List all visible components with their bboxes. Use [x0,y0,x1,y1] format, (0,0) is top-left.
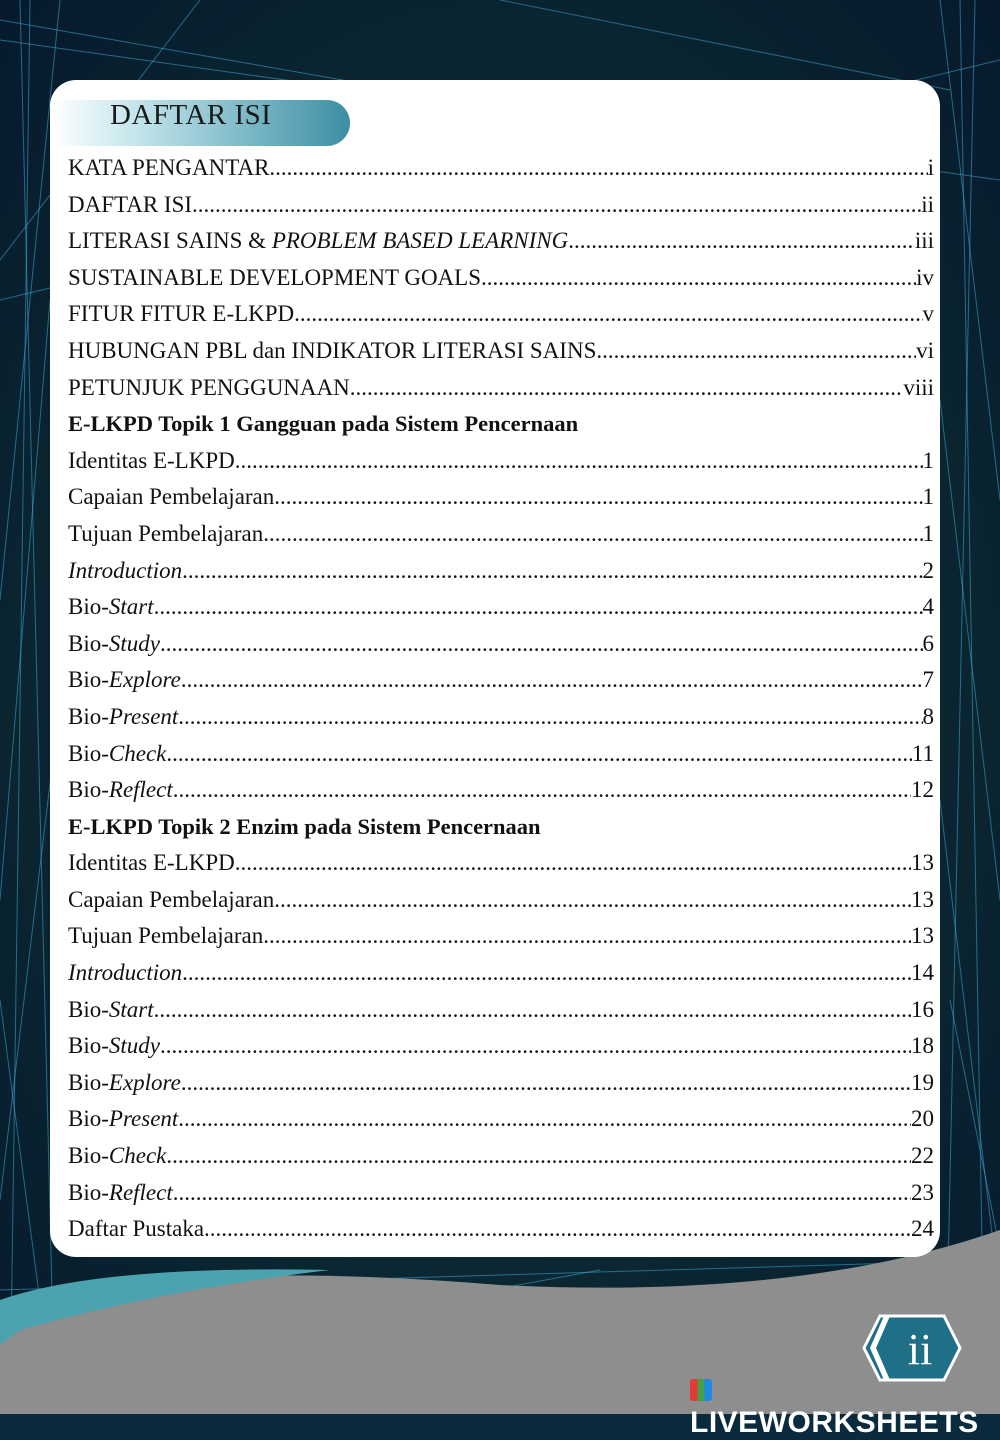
toc-heading-text: E-LKPD Topik 2 Enzim pada Sistem Pencernaan [68,813,541,839]
toc-entry-italic: Study [108,630,160,656]
toc-entry [68,375,934,412]
toc-entry-label [68,558,182,584]
toc-entry-italic: Explore [108,667,181,693]
toc-page-number: 22 [911,1143,934,1169]
toc-entry-label [68,192,192,218]
toc-entry-label [68,155,269,181]
toc-entry-text: FITUR FITUR E-LKPD [68,301,295,327]
toc-page-number: 12 [911,777,934,803]
toc-entry [68,558,934,595]
toc-leader-dots [568,228,915,254]
toc-page-number: 23 [911,1179,934,1205]
toc-page-number: 1 [922,447,934,473]
toc-entry-prefix: Bio- [68,1143,109,1169]
toc-entry [68,741,934,778]
toc-entry-label [68,1143,166,1169]
toc-leader-dots [269,155,927,181]
page-title: DAFTAR ISI [110,99,272,131]
toc-leader-dots [160,631,923,657]
toc-section-heading [68,411,934,448]
toc-entry [68,960,934,997]
toc-entry [68,777,934,814]
toc-entry-italic: Introduction [68,557,183,583]
toc-entry [68,704,934,741]
toc-leader-dots [192,192,921,218]
toc-page-number: 1 [922,520,934,546]
toc-entry-label [68,850,235,876]
toc-page-number: 11 [911,740,934,766]
toc-entry [68,631,934,668]
toc-entry-label [68,375,350,401]
toc-leader-dots [181,1070,911,1096]
toc-leader-dots [166,741,911,767]
toc-entry-text: Identitas E-LKPD [68,850,235,876]
toc-entry [68,1106,934,1143]
toc-page-number: 24 [911,1216,934,1242]
toc-entry-italic: Introduction [68,960,183,986]
toc-entry [68,228,934,265]
toc-entry [68,192,934,229]
toc-entry-label [68,594,154,620]
toc-entry [68,301,934,338]
toc-leader-dots [235,448,923,474]
toc-entry [68,667,934,704]
toc-entry-italic: Present [108,1106,179,1132]
toc-page-number: 4 [922,594,934,620]
page-number: ii [907,1325,933,1374]
toc-entry-label [68,448,235,474]
toc-leader-dots [274,887,911,913]
toc-entry-prefix: Bio- [68,996,109,1022]
toc-leader-dots [181,667,923,693]
toc-leader-dots [350,375,904,401]
toc-entry-text: Identitas E-LKPD [68,447,235,473]
toc-entry-prefix: LITERASI SAINS & [68,228,272,254]
toc-entry-text: PETUNJUK PENGGUNAAN [68,374,350,400]
toc-leader-dots [178,1106,911,1132]
toc-entry [68,338,934,375]
toc-entry-text: Capaian Pembelajaran [68,484,275,510]
toc-leader-dots [160,1033,911,1059]
liveworksheets-icon [690,1379,712,1401]
toc-page-number: 13 [911,850,934,876]
toc-entry-label [68,704,178,730]
toc-leader-dots [182,960,911,986]
toc-leader-dots [182,558,922,584]
toc-entry-label [68,1216,204,1242]
toc-section-heading [68,814,934,851]
toc-entry-label [68,1106,178,1132]
toc-entry [68,484,934,521]
toc-entry [68,521,934,558]
toc-page-number: i [927,155,934,180]
liveworksheets-text: LIVEWORKSHEETS [690,1406,979,1439]
toc-entry [68,1216,934,1253]
toc-page-number: 8 [922,703,934,729]
toc-entry [68,997,934,1034]
toc-page-number: 13 [911,923,934,949]
toc-entry [68,887,934,924]
toc-page-number: 6 [922,630,934,656]
toc-entry-label [68,1180,173,1206]
toc-leader-dots [178,704,922,730]
toc-entry-text: SUSTAINABLE DEVELOPMENT GOALS [68,264,482,290]
toc-entry-label [68,1070,181,1096]
toc-entry-prefix: Bio- [68,1179,109,1205]
toc-entry-label [68,338,596,364]
toc-leader-dots [166,1143,911,1169]
toc-entry-label [68,923,263,949]
toc-page-number: 1 [922,484,934,510]
toc-page-number: iii [914,228,934,254]
toc-leader-dots [481,265,916,291]
toc-entry-label [68,741,166,767]
toc-entry-label [68,960,182,986]
toc-entry-text: Daftar Pustaka [68,1216,205,1242]
toc-page-number: v [922,301,934,327]
toc-entry-italic: Present [108,703,179,729]
table-of-contents [68,155,934,1253]
toc-entry-label [68,777,173,803]
toc-entry [68,923,934,960]
toc-entry-italic: Explore [108,1069,181,1095]
toc-entry-prefix: Bio- [68,777,109,803]
toc-leader-dots [173,1180,911,1206]
toc-page-number: 18 [911,1033,934,1059]
toc-entry-text: Tujuan Pembelajaran [68,923,264,949]
toc-entry-prefix: Bio- [68,740,109,766]
toc-entry-label [68,228,568,254]
toc-entry-label [68,997,154,1023]
toc-entry-prefix: Bio- [68,1033,109,1059]
toc-leader-dots [154,997,911,1023]
toc-entry-text: KATA PENGANTAR [68,155,270,180]
toc-entry [68,1143,934,1180]
toc-leader-dots [154,594,923,620]
toc-entry [68,1070,934,1107]
toc-page-number: iv [916,264,934,290]
toc-entry [68,1180,934,1217]
toc-page-number: 20 [911,1106,934,1132]
toc-entry-prefix: Bio- [68,1069,109,1095]
toc-page-number: 14 [911,960,934,986]
toc-entry [68,1033,934,1070]
toc-entry-text: HUBUNGAN PBL dan INDIKATOR LITERASI SAINS [68,337,597,363]
toc-entry-italic: Start [108,996,154,1022]
toc-entry [68,594,934,631]
toc-entry-prefix: Bio- [68,703,109,729]
toc-page-number: 16 [911,996,934,1022]
toc-entry-text: DAFTAR ISI [68,191,193,217]
toc-entry [68,265,934,302]
toc-entry-italic: Start [108,594,154,620]
toc-page-number: 19 [911,1069,934,1095]
toc-leader-dots [274,484,922,510]
toc-entry-label [68,1033,160,1059]
toc-page-number: vi [916,337,934,363]
toc-entry-prefix: Bio- [68,594,109,620]
toc-entry-prefix: Bio- [68,630,109,656]
toc-entry-label [68,631,160,657]
toc-leader-dots [263,521,922,547]
liveworksheets-logo [690,1372,1000,1440]
toc-entry-italic: PROBLEM BASED LEARNING [271,228,569,254]
toc-leader-dots [235,850,911,876]
toc-page-number: 7 [922,667,934,693]
toc-entry-italic: Reflect [108,777,173,803]
toc-entry-label [68,887,274,913]
toc-page-number: ii [921,191,934,217]
toc-entry-label [68,484,274,510]
toc-entry-text: Capaian Pembelajaran [68,886,275,912]
toc-page-number: 2 [922,557,934,583]
toc-heading-text: E-LKPD Topik 1 Gangguan pada Sistem Pencernaan [68,411,579,437]
toc-entry [68,155,934,192]
toc-leader-dots [596,338,916,364]
toc-entry-prefix: Bio- [68,667,109,693]
toc-entry-italic: Reflect [108,1179,173,1205]
toc-entry-label [68,521,263,547]
toc-page-number: 13 [911,886,934,912]
toc-entry-label [68,265,481,291]
toc-entry-italic: Check [108,740,167,766]
toc-leader-dots [263,923,911,949]
toc-entry-label [68,301,294,327]
toc-entry-italic: Check [108,1143,167,1169]
toc-entry-prefix: Bio- [68,1106,109,1132]
toc-entry-label [68,667,181,693]
toc-entry-text: Tujuan Pembelajaran [68,520,264,546]
toc-entry-italic: Study [108,1033,160,1059]
toc-leader-dots [204,1216,911,1242]
toc-entry [68,448,934,485]
toc-entry [68,850,934,887]
toc-leader-dots [173,777,911,803]
toc-page-number: viii [903,374,934,400]
toc-leader-dots [294,301,922,327]
